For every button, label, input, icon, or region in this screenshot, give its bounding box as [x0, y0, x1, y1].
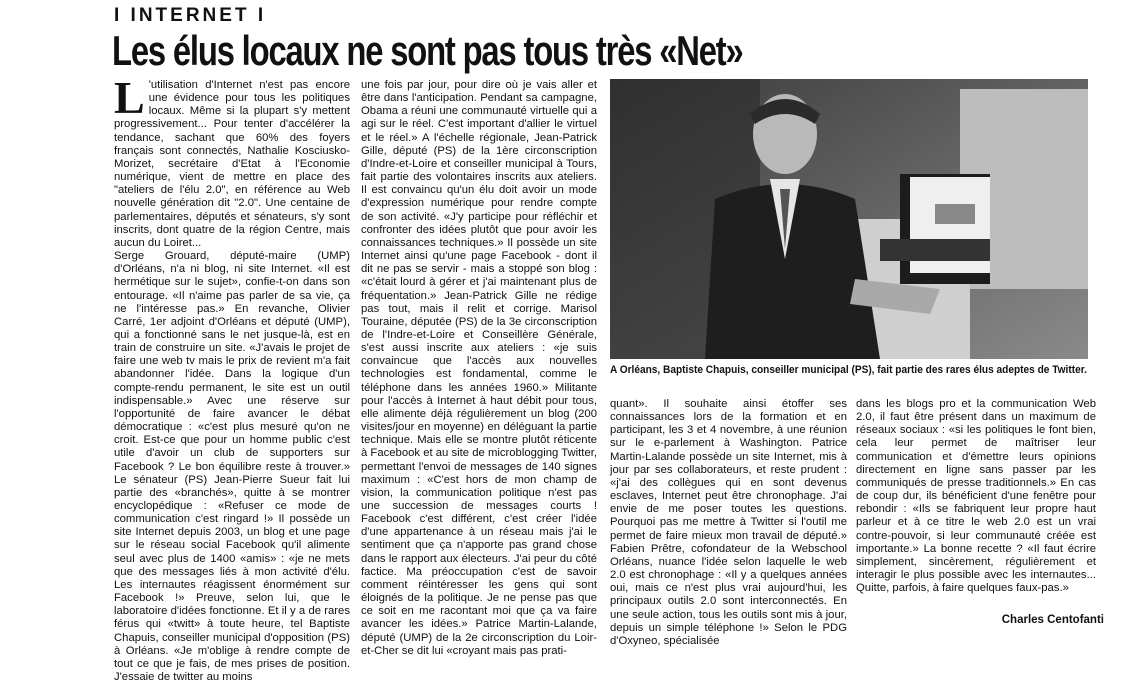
body-paragraph-2: une fois par jour, pour dire où je vais aller et être dans l'anticipation. Pendant sa campagne, Obama a réuni une communauté virtuelle qui a agi sur le réel. C'est important d'allier le virtuel et le réel.» A l'échelle régionale, Jean-Patrick Gille, député (PS) de la 1ère circonscription d'Indre-et-Loire et conseiller municipal à Tours, fait partie des volontaires inscrits aux ateliers. Il est convaincu qu'un élu doit avoir un mode d'expression numérique pour rendre compte de son activité. «J'y participe pour réfléchir et confronter des idées plutôt que pour avoir les connaissances techniques.» Il possède un site Internet ainsi qu'une page Facebook - dont il dit ne pas se servir - mais a stoppé son blog : «c'était lourd à gérer et j'ai maintenant plus de fréquentation.» Jean-Patrick Gille ne rédige pas tout, mais il relit et corrige. Marisol Touraine, députée (PS) de la 3e circonscription de l'Indre-et-Loire et Conseillère Générale, s'est aussi inscrite aux ateliers : «je suis convaincue que l'accès aux nouvelles technologies est fondamental, comme le téléphone dans les années 1960.» Militante pour l'accès à Internet à haut débit pour tous, elle alimente déjà régulièrement un blog (200 visites/jour en moyenne) en déléguant la partie technique. Mais elle se montre plutôt réticente à Facebook et au site de microblogging Twitter, permettant l'envoi de messages de 140 signes maximum : «C'est hors de mon champ de vision, la communication politique n'est pas une succession de messages courts ! Facebook c'est différent, c'est créer l'idée d'une appartenance à un réseau mais j'ai le sentiment que ça n'apporte pas grand chose dans le rapport aux électeurs. J'ai peur du côté factice. Ma préoccupation c'est de savoir comment réintéresser les gens qui sont éloignés de la politique. Je ne pense pas que ce soit en me racontant moi que ça va faire avancer les idées.» Patrice Martin-Lalande, député (UMP) de la 2e circonscription du Loir-et-Cher se dit lui «croyant mais pas prati-	[361, 79, 597, 657]
article-photo	[610, 79, 1088, 359]
photo-illustration	[610, 79, 1088, 359]
intro-paragraph: 'utilisation d'Internet n'est pas encore une évidence pour tous les politiques locaux. Même si la plupart s'y mettent progressivement... Pour tenter d'accélérer la tendance, sachant que 60% des foyers français sont connectés, Nathalie Kosciusko-Morizet, secrétaire d'Etat à l'Economie numérique, vient de mettre en place des "ateliers de l'élu 2.0", en référence au Web nouvelle génération dit "2.0". Une centaine de parlementaires, députés et sénateurs, s'y sont inscrits, dont quatre de la région Centre, mais aucun du Loiret...	[114, 79, 350, 249]
author-signature: Charles Centofanti	[1001, 614, 1104, 626]
body-paragraph-3: quant». Il souhaite ainsi étoffer ses connaissances lors de la formation et en participant, les 3 et 4 novembre, à une réunion sur le e-parlement à Washington. Patrice Martin-Lalande possède un site Internet, mis à jour par ses collaborateurs, et reste prudent : «j'ai des collègues qui en sont devenus esclaves, Internet peut être chronophage. J'ai envie de me poser toutes les questions. Pourquoi pas me mettre à Twitter si l'outil me permet de faire mieux mon travail de député.» Fabien Prêtre, cofondateur de la Webschool Orléans, nuance l'idée selon laquelle le web 2.0 est chronophage : «Il y a quelques années oui, mais ce n'est plus vrai aujourd'hui, les principaux outils 2.0 sont interconnectés. En une seule action, tous les outils sont mis à jour, depuis un simple téléphone !» Selon le PDG d'Oxyneo, spécialisée	[610, 398, 847, 647]
column-4	[856, 398, 1096, 598]
headline: Les élus locaux ne sont pas tous très «Net»	[112, 27, 743, 74]
column-2	[361, 79, 597, 657]
column-3	[610, 398, 847, 647]
column-1	[114, 72, 350, 684]
drop-cap: L	[114, 72, 145, 123]
body-paragraph-1: Serge Grouard, député-maire (UMP) d'Orléans, n'a ni blog, ni site Internet. «Il est hermétique sur le sujet», confie-t-on dans son entourage. «Il n'aime pas parler de sa vie, ça ne l'intéresse pas.» En revanche, Olivier Carré, 1er adjoint d'Orléans et député (UMP), qui a fonctionné sans le net jusque-là, est en train de construire un site. «J'avais le projet de faire une web tv mais le prix de revient m'a fait abandonner l'idée. Dans la logique d'un compte-rendu permanent, le site est un outil indispensable.» Avec une réserve sur l'opportunité de faire avancer le débat démocratique : «c'est plus mesuré qu'on ne croit. Est-ce que pour un homme public c'est utile d'avoir un club de supporters sur Facebook ? Le bon équilibre reste à trouver.» Le sénateur (PS) Jean-Pierre Sueur fait lui partie des «branchés», quitte à se montrer encyclopédique : «Refuser ce mode de communication c'est ringard !» Il possède un site Internet depuis 2003, un blog et une page sur le réseau social Facebook qu'il alimente seul avec plus de 1400 «amis» : «je ne mets que des messages liés à mon activité d'élu. Les internautes réagissent énormément sur Facebook !» Preuve, selon lui, que le laboratoire d'idées fonctionne. Et il y a de rares férus qui «twitt» à toute heure, tel Baptiste Chapuis, conseiller municipal d'opposition (PS) à Orléans. «Je m'oblige à rendre compte de tout ce que je fais, de mes prises de position. J'essaie de twitter au moins	[114, 250, 350, 684]
body-paragraph-4: dans les blogs pro et la communication Web 2.0, il faut être présent dans un maximum de réseaux sociaux : «si les politiques le font bien, cela leur permet de maîtriser leur communication et d'émettre leurs opinions directement en ligne sans passer par les communiqués de presse traditionnels.» En cas de coup dur, ils bénéficient d'une fenêtre pour rebondir : «Ils se fabriquent leur propre haut parleur et à ce titre le web 2.0 est un vrai contre-pouvoir, si leur communauté créée est importante.» La bonne recette ? «Il faut écrire simplement, sincèrement, régulièrement et interagir le plus possible avec les internautes... Quitte, parfois, à faire quelques faux-pas.»	[856, 398, 1096, 595]
section-rubric: I INTERNET I	[114, 5, 267, 26]
photo-caption: A Orléans, Baptiste Chapuis, conseiller municipal (PS), fait partie des rares élus adeptes de Twitter.	[610, 364, 1087, 376]
